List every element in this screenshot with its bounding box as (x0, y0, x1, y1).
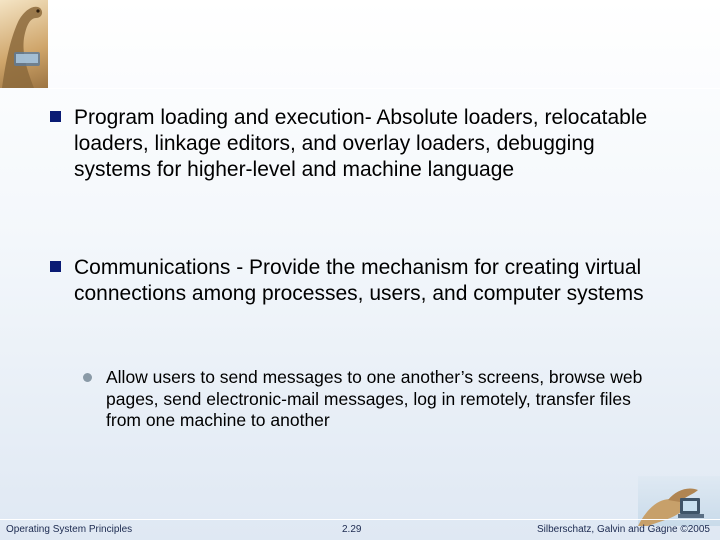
bullet-text-program-loading: Program loading and execution- Absolute loaders, relocatable loaders, linkage editors, and overlay loaders, debugging systems for higher-level and machine language (74, 106, 648, 181)
bullet-text-communications: Communications - Provide the mechanism for creating virtual connections among processes, users, and computer systems (74, 256, 644, 305)
sub-bullet-marker (83, 373, 92, 382)
sub-bullet-text-messages: Allow users to send messages to one another’s screens, browse web pages, send electronic-mail messages, log in remotely, transfer files from one machine to another (106, 367, 643, 430)
bullet-marker (50, 261, 61, 272)
header-divider (48, 88, 720, 89)
footer-divider (0, 519, 720, 520)
dinosaur-logo-top (0, 0, 48, 88)
footer-copyright: Silberschatz, Galvin and Gagne ©2005 (536, 524, 710, 535)
footer-page-number: 2.29 (342, 524, 362, 535)
footer-course-title: Operating System Principles (6, 524, 133, 535)
bullet-marker (50, 111, 61, 122)
